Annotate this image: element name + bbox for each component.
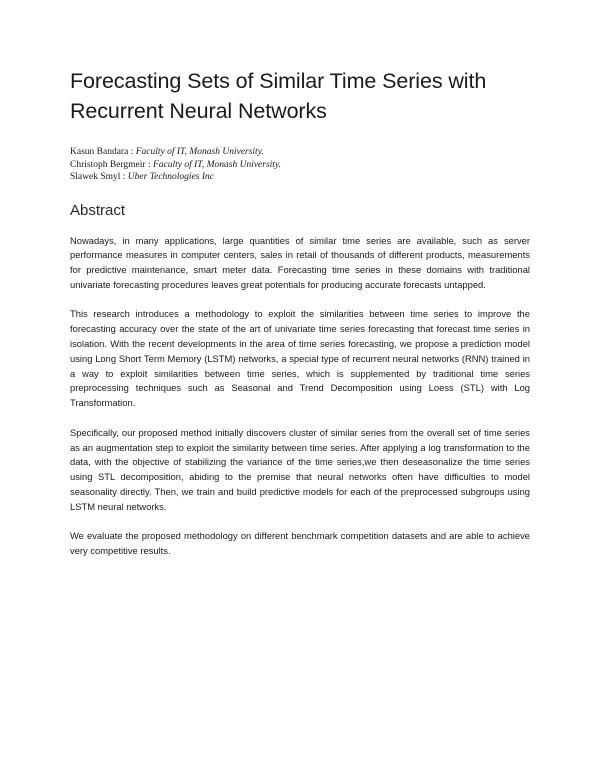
paper-page — [70, 66, 530, 574]
author-affiliation: Faculty of IT, Monash University. — [152, 159, 282, 170]
author-affiliation: Faculty of IT, Monash University. — [135, 147, 264, 157]
author-entry — [70, 171, 530, 184]
author-separator: : — [120, 172, 128, 182]
author-separator: : — [145, 159, 153, 170]
abstract-paragraph: We evaluate the proposed methodology on different benchmark competition datasets and are able to achieve very competitive results. — [70, 530, 530, 557]
abstract-body — [70, 234, 530, 560]
abstract-paragraph: This research introduces a methodology to exploit the similarities between time series to improve the forecasting accuracy over the state of the art of univariate time series forecasting that forecast time series in isolation. With the recent developments in the area of time series forecasting, we propose a prediction model using Long Short Term Memory (LSTM) networks, a special type of recurrent neural networks (RNN) trained in a way to exploit similarities between time series, which is supplemented by traditional time series preprocessing techniques such as Seasonal and Trend Decomposition using Loess (STL) with Log Transformation. — [70, 308, 530, 409]
author-separator: : — [128, 147, 136, 157]
author-entry — [70, 159, 530, 172]
author-affiliation: Uber Technologies Inc — [127, 172, 214, 182]
author-name: Kasun Bandara — [70, 147, 129, 157]
author-entry — [70, 146, 530, 159]
paper-title: Forecasting Sets of Similar Time Series with Recurrent Neural Networks — [70, 69, 487, 123]
abstract-heading: Abstract — [70, 201, 126, 219]
author-name: Slawek Smyl — [70, 172, 121, 182]
abstract-paragraph: Specifically, our proposed method initially discovers cluster of similar series from the overall set of time series as an augmentation step to exploit the similarity between time series. After applying a log transformation to the data, with the objective of stabilizing the variance of the time series,we then deseasonalize the time series using STL decomposition, abiding to the premise that neural networks often have difficulties to model seasonality directly. Then, we train and build predictive models for each of the preprocessed subgroups using LSTM neural networks. — [70, 426, 530, 512]
author-list — [70, 146, 530, 184]
abstract-paragraph: Nowadays, in many applications, large quantities of similar time series are available, such as server performance measures in computer centers, sales in retail of thousands of different products, measurements for predictive maintenance, smart meter data. Forecasting time series in these domains with traditional univariate forecasting procedures leaves great potentials for producing accurate forecasts untapped. — [70, 234, 530, 290]
author-name: Christoph Bergmeir — [70, 159, 146, 170]
